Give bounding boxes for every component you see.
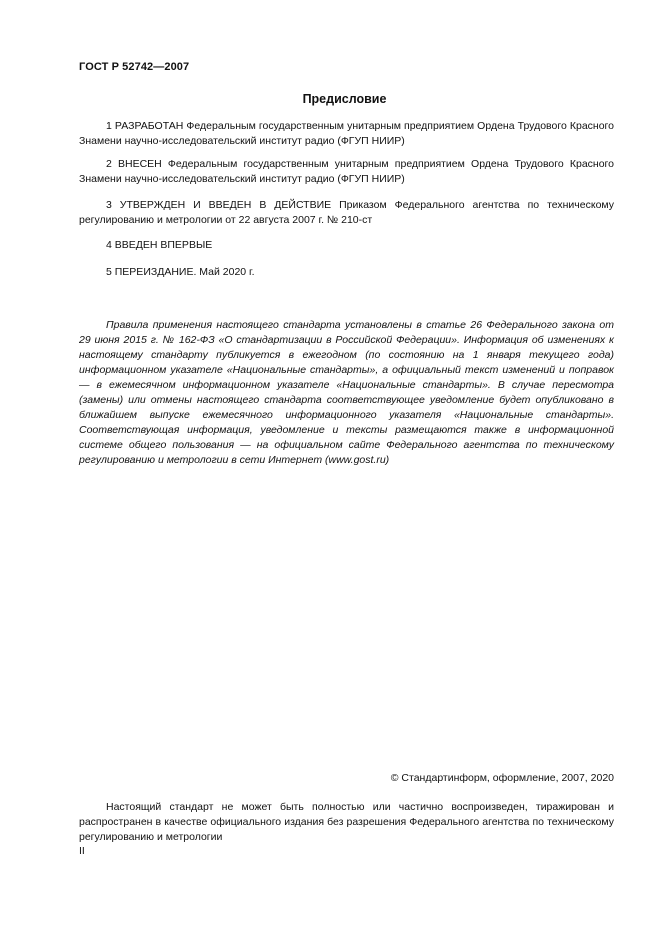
foreword-item-5: 5 ПЕРЕИЗДАНИЕ. Май 2020 г.	[106, 266, 255, 278]
copyright-line: © Стандартинформ, оформление, 2007, 2020	[390, 772, 614, 784]
document-header: ГОСТ Р 52742—2007	[79, 61, 190, 73]
foreword-item-2: 2 ВНЕСЕН Федеральным государственным унитарным предприятием Ордена Трудового Красного Знамени научно-исследовательский институт радио (ФГУП НИИР)	[79, 158, 614, 185]
foreword-item-3: 3 УТВЕРЖДЕН И ВВЕДЕН В ДЕЙСТВИЕ Приказом Федерального агентства по техническому регулированию и метрологии от 22 августа 2007 г. № 210-ст	[79, 199, 614, 226]
foreword-item-4: 4 ВВЕДЕН ВПЕРВЫЕ	[106, 239, 213, 251]
foreword-title: Предисловие	[302, 92, 387, 106]
reprint-notice: Настоящий стандарт не может быть полностью или частично воспроизведен, тиражирован и распространен в качестве официального издания без разрешения Федерального агентства по техническому регулированию и метрологии	[79, 801, 614, 843]
foreword-item-1: 1 РАЗРАБОТАН Федеральным государственным унитарным предприятием Ордена Трудового Красного Знамени научно-исследовательский институт радио (ФГУП НИИР)	[79, 120, 614, 147]
application-note: Правила применения настоящего стандарта установлены в статье 26 Федерального закона от 29 июня 2015 г. № 162-ФЗ «О стандартизации в Российской Федерации». Информация об изменениях к настоящему стандарту публикуется в ежегодном (по состоянию на 1 января текущего года) информационном указателе «Национальные стандарты», а официальный текст изменений и поправок — в ежемесячном информационном указателе «Национальные стандарты». В случае пересмотра (замены) или отмены настоящего стандарта соответствующее уведомление будет опубликовано в ближайшем выпуске ежемесячного информационного указателя «Национальные стандарты». Соответствующая информация, уведомление и тексты размещаются также в информационной системе общего пользования — на официальном сайте Федерального агентства по техническому регулированию и метрологии в сети Интернет (www.gost.ru)	[79, 319, 614, 466]
page-number: II	[79, 845, 85, 857]
